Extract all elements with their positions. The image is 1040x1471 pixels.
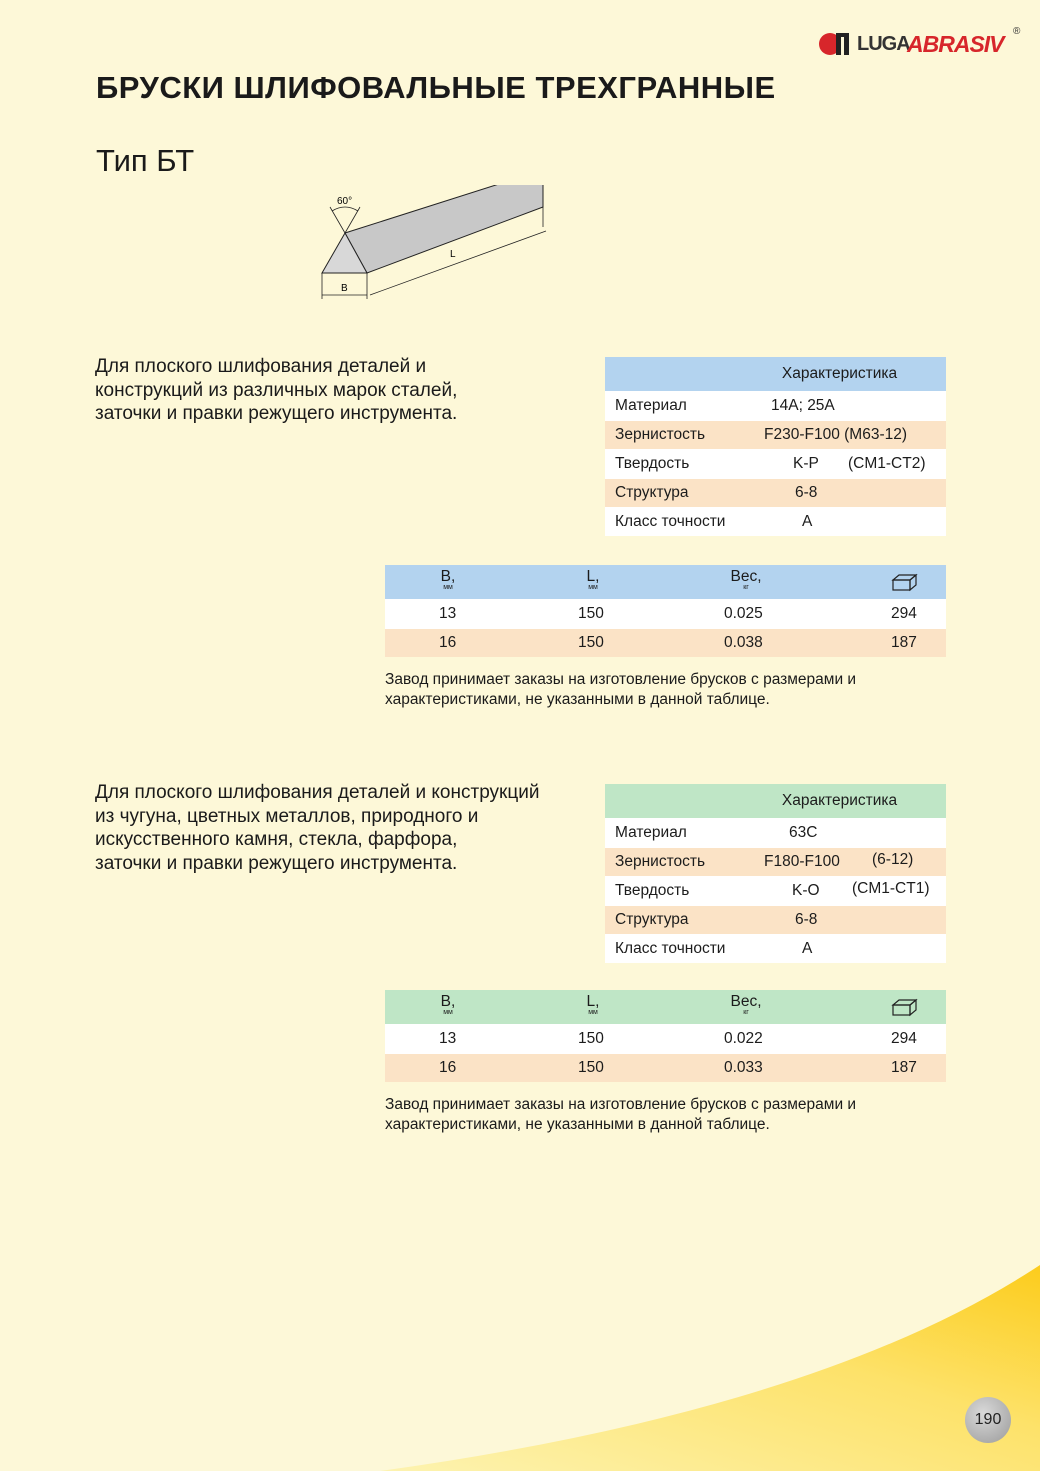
table-row: Твердость K-O (CM1-CT1) — [605, 876, 946, 905]
dimensions-header — [385, 565, 946, 599]
section2-characteristics-table — [605, 784, 946, 963]
section1-dimensions-table — [385, 565, 946, 657]
table-row: Зернистость F230-F100 (M63-12) — [605, 420, 946, 449]
section1-characteristics-table — [605, 357, 946, 536]
table-row: Класс точности A — [605, 934, 946, 963]
table-row: 16 150 0.033 187 — [385, 1053, 946, 1082]
section2-description: Для плоского шлифования деталей и конструкций из чугуна, цветных металлов, природного и искусственного камня, стекла, фарфора, заточки и правки режущего инструмента. — [95, 782, 540, 874]
col-l-header: L, мм — [586, 993, 600, 1016]
table-row: 16 150 0.038 187 — [385, 628, 946, 657]
col-l-header: L, мм — [586, 568, 600, 591]
logo-text-luga: LUGA — [857, 33, 910, 55]
section2-dimensions-table — [385, 990, 946, 1082]
table-row: Структура 6-8 — [605, 905, 946, 934]
base-label: B — [341, 283, 348, 294]
angle-label: 60° — [337, 196, 353, 207]
table-row: Зернистость F180-F100 (6-12) — [605, 847, 946, 876]
length-label: L — [450, 249, 456, 260]
col-weight-header: Вес, кг — [730, 993, 762, 1016]
brand-logo — [817, 26, 1022, 62]
package-box-icon — [890, 572, 920, 592]
table-row: Твердость K-P (CM1-CT2) — [605, 449, 946, 478]
table-row: Структура 6-8 — [605, 478, 946, 507]
characteristics-header: Характеристика — [605, 357, 946, 391]
section1-description: Для плоского шлифования деталей и конструкций из различных марок сталей, заточки и правки режущего инструмента. — [95, 356, 458, 424]
col-b-header: B, мм — [440, 568, 456, 591]
type-subtitle: Тип БТ — [96, 143, 195, 178]
section2-note: Завод принимает заказы на изготовление брусков с размерами и характеристиками, не указанными в данной таблице. — [385, 1096, 857, 1133]
dimensions-header — [385, 990, 946, 1024]
characteristics-header: Характеристика — [605, 784, 946, 818]
table-row: 13 150 0.025 294 — [385, 599, 946, 628]
logo-registered-mark: ® — [1013, 26, 1021, 37]
triangular-bar-diagram — [310, 185, 560, 305]
page-title: БРУСКИ ШЛИФОВАЛЬНЫЕ ТРЕХГРАННЫЕ — [96, 70, 776, 105]
table-row: 13 150 0.022 294 — [385, 1024, 946, 1053]
col-weight-header: Вес, кг — [730, 568, 762, 591]
table-row: Класс точности A — [605, 507, 946, 536]
table-row: Материал 14А; 25А — [605, 391, 946, 420]
page-number: 190 — [965, 1397, 1011, 1443]
col-b-header: B, мм — [440, 993, 456, 1016]
package-box-icon — [890, 997, 920, 1017]
logo-text-abrasiv: ABRASIV — [907, 31, 1004, 57]
section1-note: Завод принимает заказы на изготовление брусков с размерами и характеристиками, не указанными в данной таблице. — [385, 671, 857, 708]
logo-emblem-icon — [817, 26, 857, 62]
table-row: Материал 63С — [605, 818, 946, 847]
